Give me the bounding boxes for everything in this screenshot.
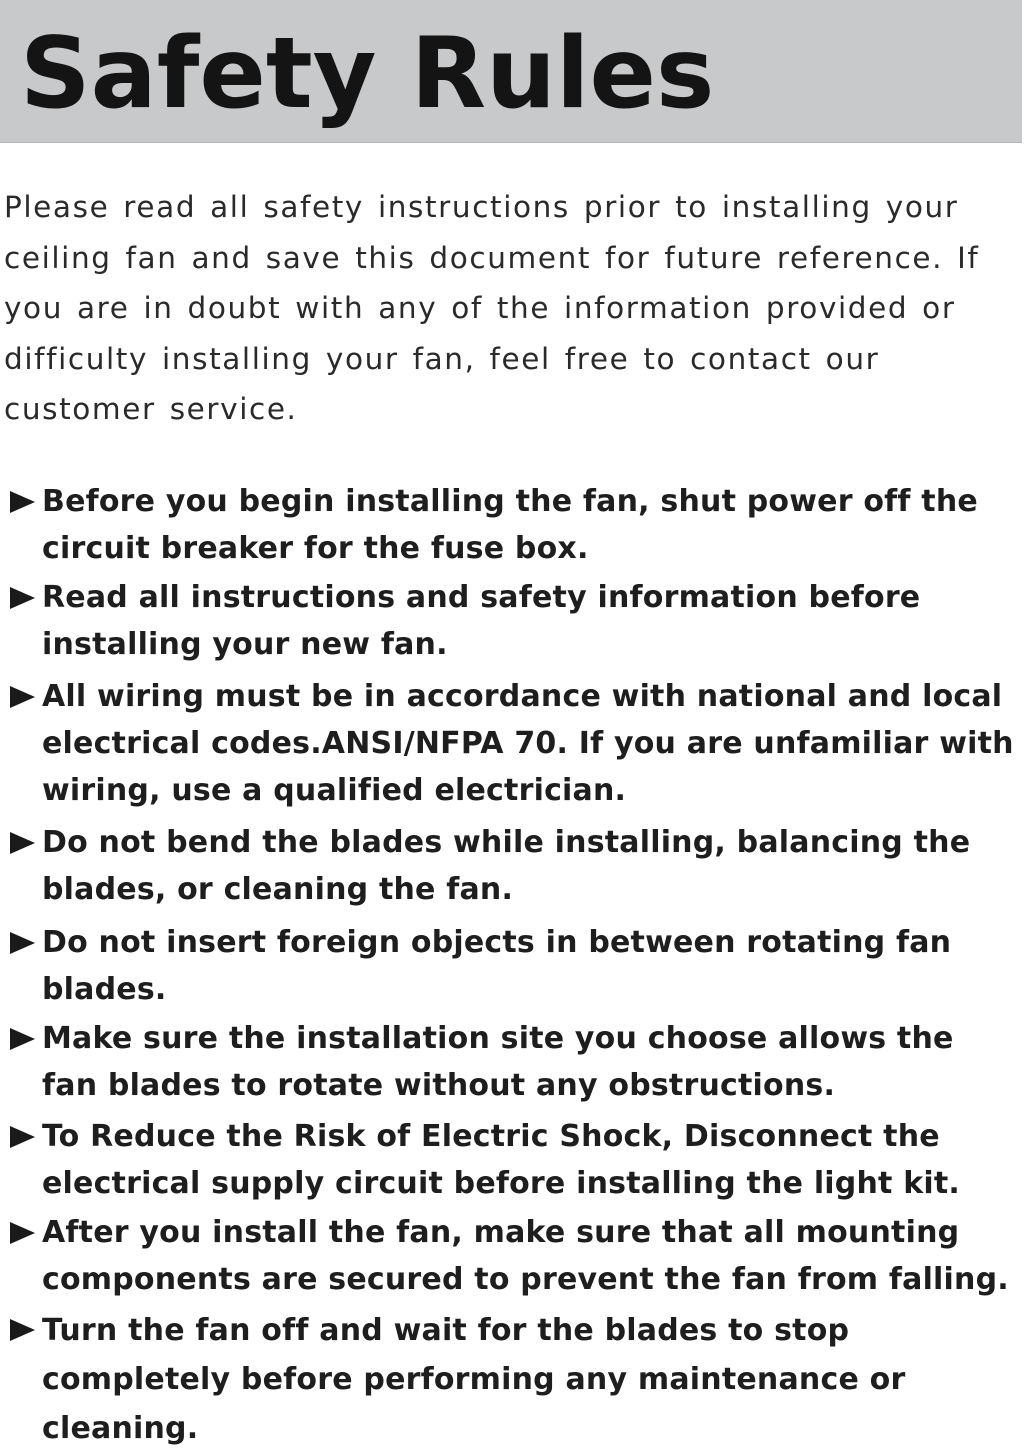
page-title: Safety Rules [20, 17, 715, 131]
triangle-right-icon [10, 491, 35, 513]
rule-text: Before you begin installing the fan, shut power off the circuit breaker for the fuse box. [42, 484, 978, 566]
triangle-right-icon [10, 686, 35, 708]
triangle-right-icon [10, 1319, 35, 1341]
rule-text: Do not insert foreign objects in between rotating fan blades. [42, 925, 952, 1007]
triangle-right-icon [10, 1222, 35, 1244]
intro-paragraph: Please read all safety instructions prior to installing your ceiling fan and save this document for future reference. If you are in doubt with any of the information provided or difficulty installing your fan, feel free to contact our customer service. [4, 190, 980, 426]
triangle-right-icon [10, 932, 35, 954]
rule-text: To Reduce the Risk of Electric Shock, Disconnect the electrical supply circuit before installing the light kit. [42, 1119, 960, 1201]
triangle-right-icon [10, 587, 35, 609]
rule-text: After you install the fan, make sure that all mounting components are secured to prevent the fan from falling. [42, 1215, 1009, 1297]
triangle-right-icon [10, 832, 35, 854]
triangle-right-icon [10, 1028, 35, 1050]
rule-text: Make sure the installation site you choose allows the fan blades to rotate without any obstructions. [42, 1021, 954, 1103]
rule-text: Do not bend the blades while installing, balancing the blades, or cleaning the fan. [42, 825, 971, 907]
rule-text: Read all instructions and safety information before installing your new fan. [42, 580, 921, 662]
rule-text: Turn the fan off and wait for the blades to stop completely before performing any maintenance or cleaning. [42, 1313, 906, 1446]
title-banner [0, 0, 1022, 143]
rule-text: All wiring must be in accordance with national and local electrical codes.ANSI/NFPA 70. If you are unfamiliar with wiring, use a qualified electrician. [42, 679, 1014, 808]
triangle-right-icon [10, 1126, 35, 1148]
